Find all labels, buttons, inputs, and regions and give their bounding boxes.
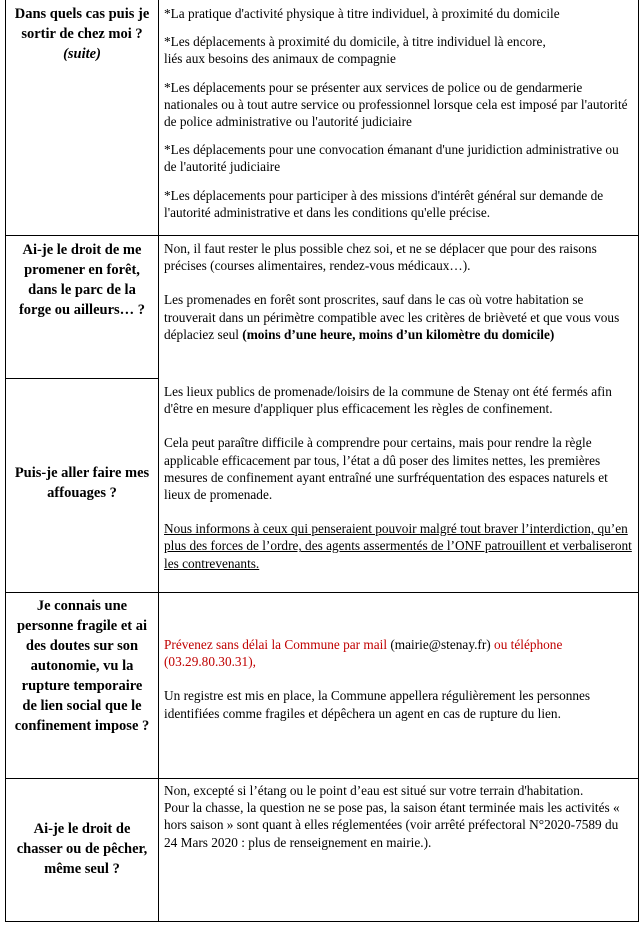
question-text: Puis-je aller faire mes affouages ? — [14, 465, 150, 501]
table-border-left — [5, 0, 6, 922]
answer-paragraph: Un registre est mis en place, la Commune appellera régulièrement les personnes identifiées comme fragiles et dépêchera un agent en cas de rupture du lien. — [164, 688, 591, 721]
question-text: Dans quels cas puis je sortir de chez moi ? — [14, 6, 150, 42]
answer-paragraph: Nous informons à ceux qui penseraient pouvoir malgré tout braver l’interdiction, qu’en plus des forces de l’ordre, des agents assermentés de l’ONF patrouillent et verbaliseront les contrevenants. — [164, 521, 632, 571]
alert-text: ou téléphone (03.29.80.30.31), — [164, 637, 563, 670]
question-cell — [6, 240, 158, 320]
answer-paragraph: *Les déplacements pour se présenter aux services de police ou de gendarmerie nationales ou à tout autre service ou professionnel lorsque cela est imposé par l'autorité de police administrative ou l'autorité judiciaire — [164, 79, 628, 130]
question-cell — [6, 4, 158, 64]
answer-paragraph: *Les déplacements pour une convocation émanant d'une juridiction administrative ou de l'autorité judiciaire — [164, 142, 619, 175]
question-cell — [6, 463, 158, 503]
email-link[interactable]: (mairie@stenay.fr) — [390, 637, 491, 652]
answer-cell — [164, 636, 634, 722]
answer-cell — [164, 782, 634, 851]
answer-text: Les promenades en forêt sont proscrites, sauf dans le cas où votre habitation se trouverait dans un périmètre compatible avec les critères de brièveté et que vous vous déplaciez seul — [164, 292, 620, 342]
answer-emphasis: (moins d’une heure, moins d’un kilomètre du domicile) — [242, 326, 555, 342]
question-cell — [6, 819, 158, 879]
table-border-bottom — [5, 921, 639, 922]
alert-text: Prévenez sans délai la Commune par mail — [164, 637, 388, 652]
answer-paragraph: *Les déplacements à proximité du domicile, à titre individuel là encore, — [164, 34, 546, 50]
answer-paragraph: Non, excepté si l’étang ou le point d’eau est situé sur votre terrain d'habitation. — [164, 783, 584, 798]
table-row-divider — [5, 778, 639, 779]
answer-paragraph: Non, il faut rester le plus possible chez soi, et ne se déplacer que pour des raisons précises (courses alimentaires, rendez-vous médicaux…). — [164, 241, 597, 274]
answer-paragraph: *Les déplacements pour participer à des missions d'intérêt général sur demande de l'autorité administrative et dans les conditions qu'elle précise. — [164, 187, 604, 220]
answer-paragraph: liés aux besoins des animaux de compagnie — [164, 51, 396, 67]
table-border-right — [638, 0, 639, 922]
question-cell — [6, 596, 158, 736]
question-text: Ai-je le droit de chasser ou de pêcher, même seul ? — [16, 821, 148, 877]
answer-paragraph: Pour la chasse, la question ne se pose pas, la saison étant terminée mais les activités « hors saison » sont quant à elles réglementées (voir arrêté préfectoral N°2020-7589 du 24 Mars 2020 : plus de renseignement en mairie.). — [164, 800, 620, 850]
answer-paragraph — [164, 291, 634, 343]
answer-cell — [164, 5, 634, 221]
question-text: Je connais une personne fragile et ai des doutes sur son autonomie, vu la rupture temporaire de lien social que le confinement impose ? — [14, 598, 150, 734]
table-row-divider — [5, 378, 158, 379]
table-column-divider — [158, 0, 159, 922]
question-suffix: (suite) — [63, 46, 101, 62]
answer-cell — [164, 240, 634, 343]
table-row-divider — [5, 235, 639, 236]
answer-paragraph — [164, 636, 634, 670]
answer-cell — [164, 383, 634, 572]
answer-paragraph: *La pratique d'activité physique à titre individuel, à proximité du domicile — [164, 6, 560, 21]
answer-paragraph: Cela peut paraître difficile à comprendre pour certains, mais pour rendre la règle applicable efficacement par tous, l’état a dû poser des limites nettes, les premières mesures de confinement ayant entraîné une surfréquentation des espaces naturels et lieux de promenade. — [164, 435, 608, 503]
table-row-divider — [5, 592, 639, 593]
answer-paragraph: Les lieux publics de promenade/loisirs de la commune de Stenay ont été fermés afin d'être en mesure d'appliquer plus efficacement les règles de confinement. — [164, 384, 612, 417]
question-text: Ai-je le droit de me promener en forêt, dans le parc de la forge ou ailleurs… ? — [18, 242, 146, 318]
